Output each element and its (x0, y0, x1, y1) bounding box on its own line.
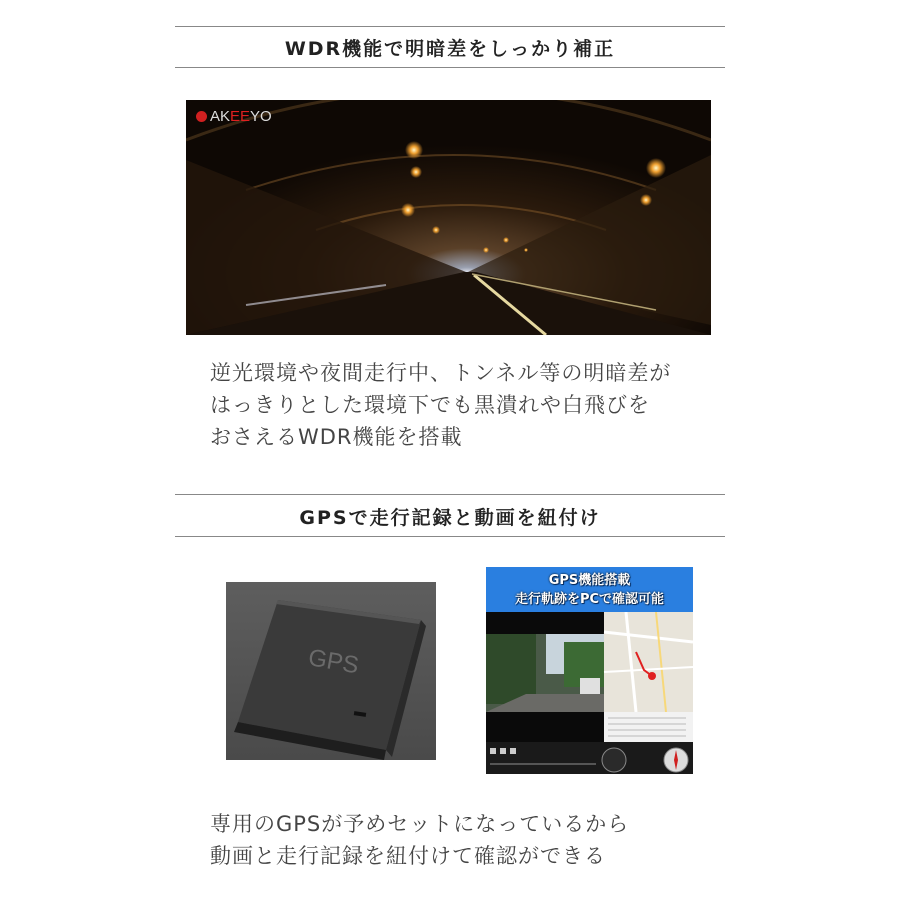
section1-heading: WDR機能で明暗差をしっかり補正 (284, 38, 616, 60)
gps-module-photo (226, 582, 436, 760)
section1-description (210, 357, 671, 453)
screen-banner-line: GPS機能搭載 (548, 573, 631, 588)
section1-top-rule (175, 26, 725, 27)
section1-line: はっきりとした環境下でも黒潰れや白飛びを (210, 393, 650, 417)
gps-module-label: GPS (306, 644, 361, 680)
gps-module (226, 582, 436, 760)
section1-line: 逆光環境や夜間走行中、トンネル等の明暗差が (210, 361, 672, 385)
screen-content (486, 612, 693, 774)
tunnel-scene (186, 100, 711, 335)
section2-line: 専用のGPSが予めセットになっているから (210, 812, 630, 836)
brand-highlight: EE (230, 108, 251, 125)
gps-software-screenshot (486, 567, 693, 774)
brand-prefix: AK (210, 108, 231, 125)
section2-description (210, 808, 629, 872)
brand-logo (196, 108, 272, 125)
section2-bottom-rule (175, 536, 725, 537)
section2-top-rule (175, 494, 725, 495)
brand-suffix: YO (250, 108, 272, 125)
screen-banner-line: 走行軌跡をPCで確認可能 (514, 592, 665, 607)
section2-line: 動画と走行記録を紐付けて確認ができる (210, 844, 606, 868)
brand-logo-icon (196, 111, 207, 122)
tunnel-photo (186, 100, 711, 335)
section2-heading: GPSで走行記録と動画を紐付け (299, 507, 601, 529)
section1-bottom-rule (175, 67, 725, 68)
screen-banner (486, 567, 693, 612)
section1-line: おさえるWDR機能を搭載 (210, 425, 463, 449)
